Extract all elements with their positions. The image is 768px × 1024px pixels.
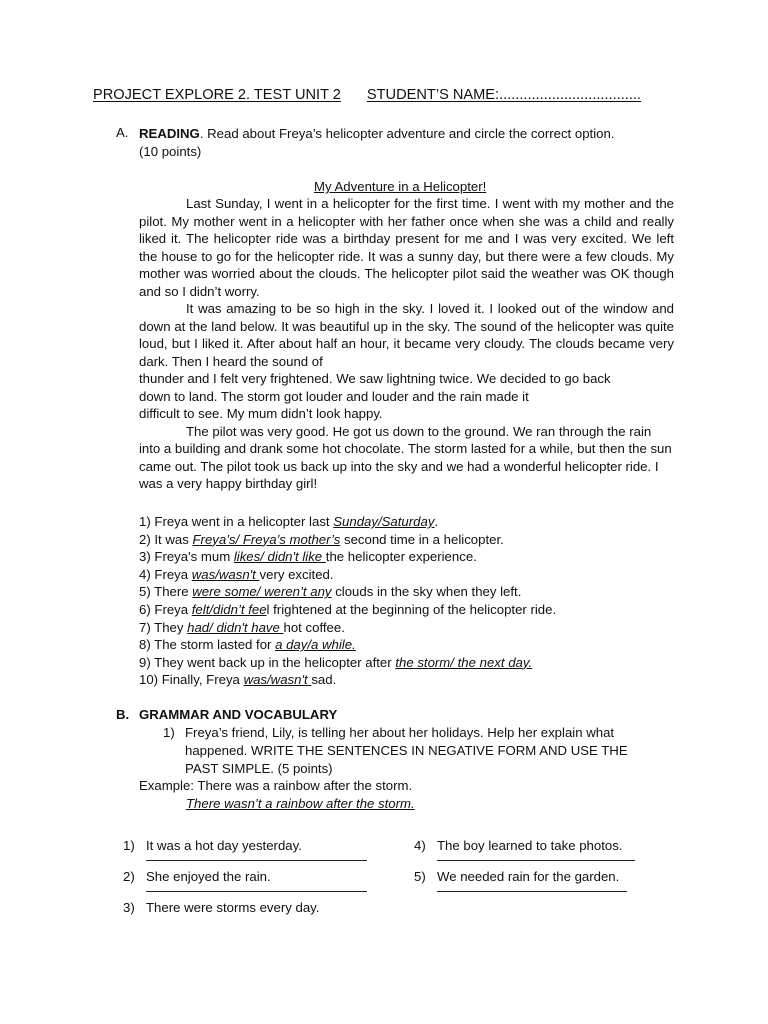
answer-line[interactable] xyxy=(437,860,635,861)
question-text: . xyxy=(434,514,439,529)
exercise-sentence: The boy learned to take photos. xyxy=(437,838,623,853)
answer-options[interactable]: felt/didn’t fee xyxy=(191,601,267,617)
answer-line[interactable] xyxy=(146,891,367,892)
question-text: 4) Freya xyxy=(139,566,192,582)
question-text: 9) They went back up in the helicopter after xyxy=(139,654,396,670)
answer-options[interactable]: Sunday/Saturday xyxy=(333,514,435,529)
question-text: second time in a helicopter. xyxy=(340,531,504,547)
exercise-sentence: It was a hot day yesterday. xyxy=(146,838,302,853)
answer-options[interactable]: had/ didn't have xyxy=(187,619,284,635)
exercise-number: 3) xyxy=(123,900,135,915)
story-line: down to land. The storm got louder and louder and the rain made it xyxy=(139,388,529,404)
instruction-number: 1) xyxy=(163,725,175,740)
question-item xyxy=(139,636,556,654)
question-text: very excited. xyxy=(259,566,334,582)
section-a-letter: A. xyxy=(116,125,129,140)
example-answer: There wasn’t a rainbow after the storm. xyxy=(186,796,415,811)
question-text: 8) The storm lasted for xyxy=(139,637,276,653)
answer-options[interactable]: the storm/ the next day. xyxy=(395,654,533,670)
test-title: PROJECT EXPLORE 2. TEST UNIT 2 xyxy=(93,87,341,103)
answer-options[interactable]: was/wasn't xyxy=(191,566,260,582)
test-header xyxy=(93,87,641,103)
story-paragraph-3: The pilot was very good. He got us down to the ground. We ran through the rain into a building and drank some hot chocolate. The storm lasted for a while, but then the sun came out. The pilot took us back up into the sky and we had a wonderful helicopter ride. I was a very happy birthday girl! xyxy=(139,423,672,491)
instruction-text: Freya’s friend, Lily, is telling her about her holidays. Help her explain what happened. WRITE THE SENTENCES IN NEGATIVE FORM AND USE THE PAST SIMPLE. (5 points) xyxy=(185,725,628,776)
section-b-letter: B. xyxy=(116,707,130,722)
answer-options[interactable]: Freya’s/ Freya’s mother’s xyxy=(192,531,341,547)
answer-line[interactable] xyxy=(437,891,627,892)
story-title: My Adventure in a Helicopter! xyxy=(314,179,487,194)
grammar-instruction xyxy=(163,724,663,778)
question-item xyxy=(139,566,556,584)
question-text: 1) Freya went in a helicopter last xyxy=(139,514,334,529)
question-item xyxy=(139,548,556,566)
question-item xyxy=(139,531,556,549)
reading-instruction-text: . Read about Freya’s helicopter adventure and circle the correct option. xyxy=(199,126,615,141)
exercise-number: 2) xyxy=(123,869,135,884)
question-text: 2) It was xyxy=(139,531,193,547)
question-item xyxy=(139,513,556,531)
story-text xyxy=(139,195,674,493)
question-text: 5) There xyxy=(139,584,193,600)
question-text: sad. xyxy=(311,672,337,688)
question-text: l frightened at the beginning of the helicopter ride. xyxy=(266,601,557,617)
example-block xyxy=(139,777,415,813)
student-name-field: STUDENT’S NAME:................................... xyxy=(366,87,641,103)
question-text: clouds in the sky when they left. xyxy=(331,584,522,600)
story-paragraph-2: It was amazing to be so high in the sky. I loved it. I looked out of the window and down at the land below. It was beautiful up in the sky. The sound of the helicopter was quite loud, but I liked it. After about half an hour, it became very cloudy. The clouds became very dark. Then I heard the sound of xyxy=(139,301,674,369)
answer-line[interactable] xyxy=(146,860,367,861)
question-item xyxy=(139,601,556,619)
exercise-number: 1) xyxy=(123,838,135,853)
question-text: 3) Freya's mum xyxy=(139,549,234,565)
section-grammar xyxy=(116,707,676,776)
question-text: 7) They xyxy=(139,619,188,635)
story-line: thunder and I felt very frightened. We saw lightning twice. We decided to go back xyxy=(139,371,611,386)
question-item xyxy=(139,671,556,689)
question-text: 6) Freya xyxy=(139,601,192,617)
answer-options[interactable]: likes/ didn't like xyxy=(233,549,326,565)
question-text: the helicopter experience. xyxy=(325,549,477,565)
exercise-sentence: There were storms every day. xyxy=(146,900,320,915)
answer-options[interactable]: was/wasn't xyxy=(243,672,312,688)
story-line: difficult to see. My mum didn’t look happy. xyxy=(139,406,383,421)
question-item xyxy=(139,619,556,637)
story-paragraph-1: Last Sunday, I went in a helicopter for the first time. I went with my mother and the pilot. My mother went in a helicopter with her father once when she was a child and really liked it. The helicopter ride was a birthday present for me and I was very excited. We left the house to go for the helicopter ride. It was a sunny day, but there were a few clouds. My mother was worried about the clouds. The helicopter pilot said the weather was OK though and so I didn’t worry. xyxy=(139,196,674,299)
answer-options[interactable]: a day/a while. xyxy=(275,637,356,653)
grammar-heading: GRAMMAR AND VOCABULARY xyxy=(139,707,338,722)
question-item xyxy=(139,654,556,672)
answer-options[interactable]: were some/ weren’t any xyxy=(192,584,332,600)
reading-points: (10 points) xyxy=(139,144,202,159)
exercise-number: 5) xyxy=(414,869,426,884)
reading-instruction xyxy=(139,125,676,161)
section-reading xyxy=(116,125,676,161)
exercise-sentence: We needed rain for the garden. xyxy=(437,869,620,884)
example-sentence: Example: There was a rainbow after the storm. xyxy=(139,778,413,793)
exercise-number: 4) xyxy=(414,838,426,853)
reading-questions xyxy=(139,513,556,689)
reading-heading: READING xyxy=(139,126,200,141)
question-text: hot coffee. xyxy=(283,619,345,635)
question-text: 10) Finally, Freya xyxy=(139,672,244,688)
question-item xyxy=(139,583,556,601)
exercise-sentence: She enjoyed the rain. xyxy=(146,869,271,884)
